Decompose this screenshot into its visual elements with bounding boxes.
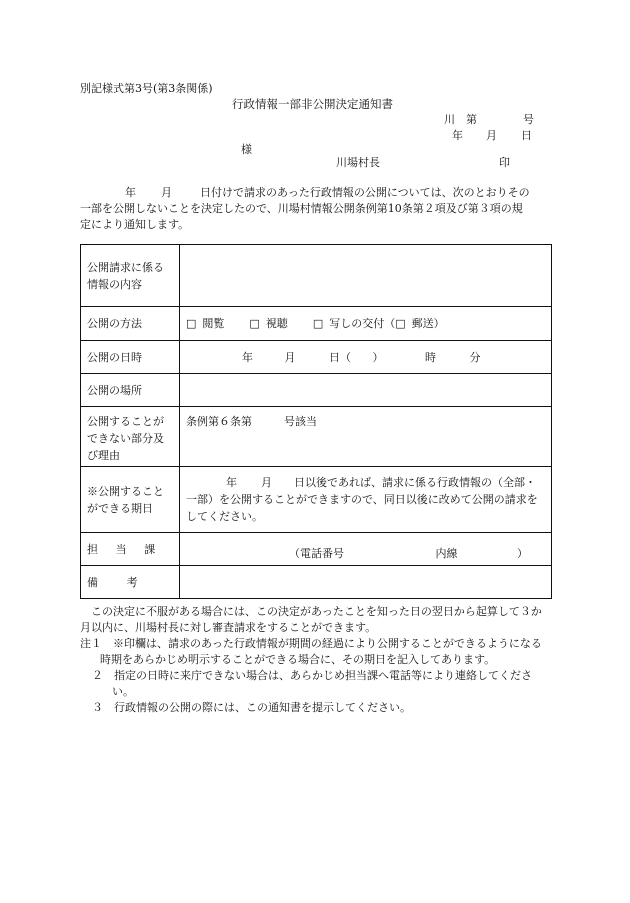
intro-line3: 定により通知します。	[80, 218, 190, 231]
remarks-value	[180, 566, 552, 599]
appeal-notice: この決定に不服がある場合には、この決定があったことを知った日の翌日から起算して３か月以内に、川場村長に対し審査請求をすることができます。	[80, 605, 542, 634]
note-2-text: ２ 指定の日時に来庁できない場合は、あらかじめ担当課へ電話等により連絡してください。	[92, 669, 532, 698]
checkbox-mail-icon: □	[395, 317, 406, 330]
note-3	[80, 700, 552, 716]
intro-line1: 日付けで請求のあった行政情報の公開については、次のとおりその	[200, 186, 530, 199]
issuer-name: 川場村長	[336, 156, 380, 169]
datetime-close: ）	[372, 350, 384, 364]
nondisclosure-article: 条例第６条第	[186, 415, 252, 428]
row-request-content	[81, 245, 552, 307]
method-option-mail: 郵送）	[411, 317, 445, 330]
method-option-view: 閲覧	[202, 317, 225, 330]
place-label: 公開の場所	[81, 374, 180, 407]
phone-close: ）	[517, 547, 528, 560]
method-option-watch: 視聴	[265, 317, 288, 330]
reference-prefix: 川	[444, 113, 455, 126]
note-2	[80, 668, 552, 700]
request-content-value	[180, 245, 552, 307]
row-datetime	[81, 341, 552, 374]
header-day: 日	[521, 129, 532, 142]
datetime-value	[180, 341, 552, 374]
datetime-label: 公開の日時	[81, 341, 180, 374]
department-value	[180, 533, 552, 566]
intro-year: 年	[125, 186, 136, 199]
reference-dai: 第	[466, 113, 477, 126]
remarks-label-text: 備考	[87, 575, 167, 589]
period-year: 年	[226, 476, 237, 489]
document-title: 行政情報一部非公開決定通知書	[232, 97, 393, 111]
intro-month: 月	[161, 186, 172, 199]
intro-line2: 一部を公開しないことを決定したので、川場村情報公開条例第10条第２項及び第３項の規	[80, 202, 523, 215]
reference-go: 号	[523, 113, 534, 126]
period-label: ※公開することができる期日	[81, 467, 180, 533]
request-content-label: 公開請求に係る情報の内容	[81, 245, 180, 307]
place-value	[180, 374, 552, 407]
notice-table	[80, 244, 552, 599]
nondisclosure-applicable: 号該当	[284, 415, 317, 428]
extension-label: 内線	[435, 547, 458, 560]
datetime-year: 年	[242, 350, 253, 364]
addressee-sama: 様	[241, 143, 252, 156]
period-month: 月	[261, 476, 272, 489]
datetime-day: 日（	[329, 350, 351, 364]
phone-label: （電話番号	[289, 547, 344, 560]
checkbox-copy-icon: □	[312, 317, 324, 330]
datetime-hour: 時	[425, 350, 436, 364]
row-period	[81, 467, 552, 533]
nondisclosure-value	[180, 407, 552, 467]
seal-mark: 印	[499, 156, 510, 169]
row-method	[81, 307, 552, 341]
checkbox-view-icon: □	[186, 317, 197, 330]
note-3-text: ３ 行政情報の公開の際には、この通知書を提示してください。	[92, 701, 411, 714]
datetime-minute: 分	[469, 350, 481, 364]
remarks-label	[81, 566, 180, 599]
note-1	[80, 636, 552, 668]
department-label-text: 担当課	[87, 542, 173, 556]
nondisclosure-label: 公開することができない部分及び理由	[81, 407, 180, 467]
row-remarks	[81, 566, 552, 599]
row-nondisclosure	[81, 407, 552, 467]
row-department	[81, 533, 552, 566]
method-value	[180, 307, 552, 341]
header-year: 年	[452, 129, 463, 142]
form-number: 別記様式第3号(第3条関係)	[80, 82, 213, 95]
header-month: 月	[486, 129, 497, 142]
method-option-copy: 写しの交付（	[329, 317, 396, 330]
period-value	[180, 467, 552, 533]
period-text: 日以後であれば、請求に係る行政情報の（全部・一部）を公開することができますので、同日以後に改めて公開の請求をしてください。	[186, 476, 538, 523]
checkbox-watch-icon: □	[249, 317, 260, 330]
note-1-text: 注１ ※印欄は、請求のあった行政情報が期間の経過により公開することができるようになる時期をあらかじめ明示することができる場合に、その期日を記入してあります。	[80, 637, 542, 666]
datetime-month: 月	[284, 350, 296, 364]
department-label	[81, 533, 180, 566]
row-place	[81, 374, 552, 407]
method-label: 公開の方法	[81, 307, 180, 341]
